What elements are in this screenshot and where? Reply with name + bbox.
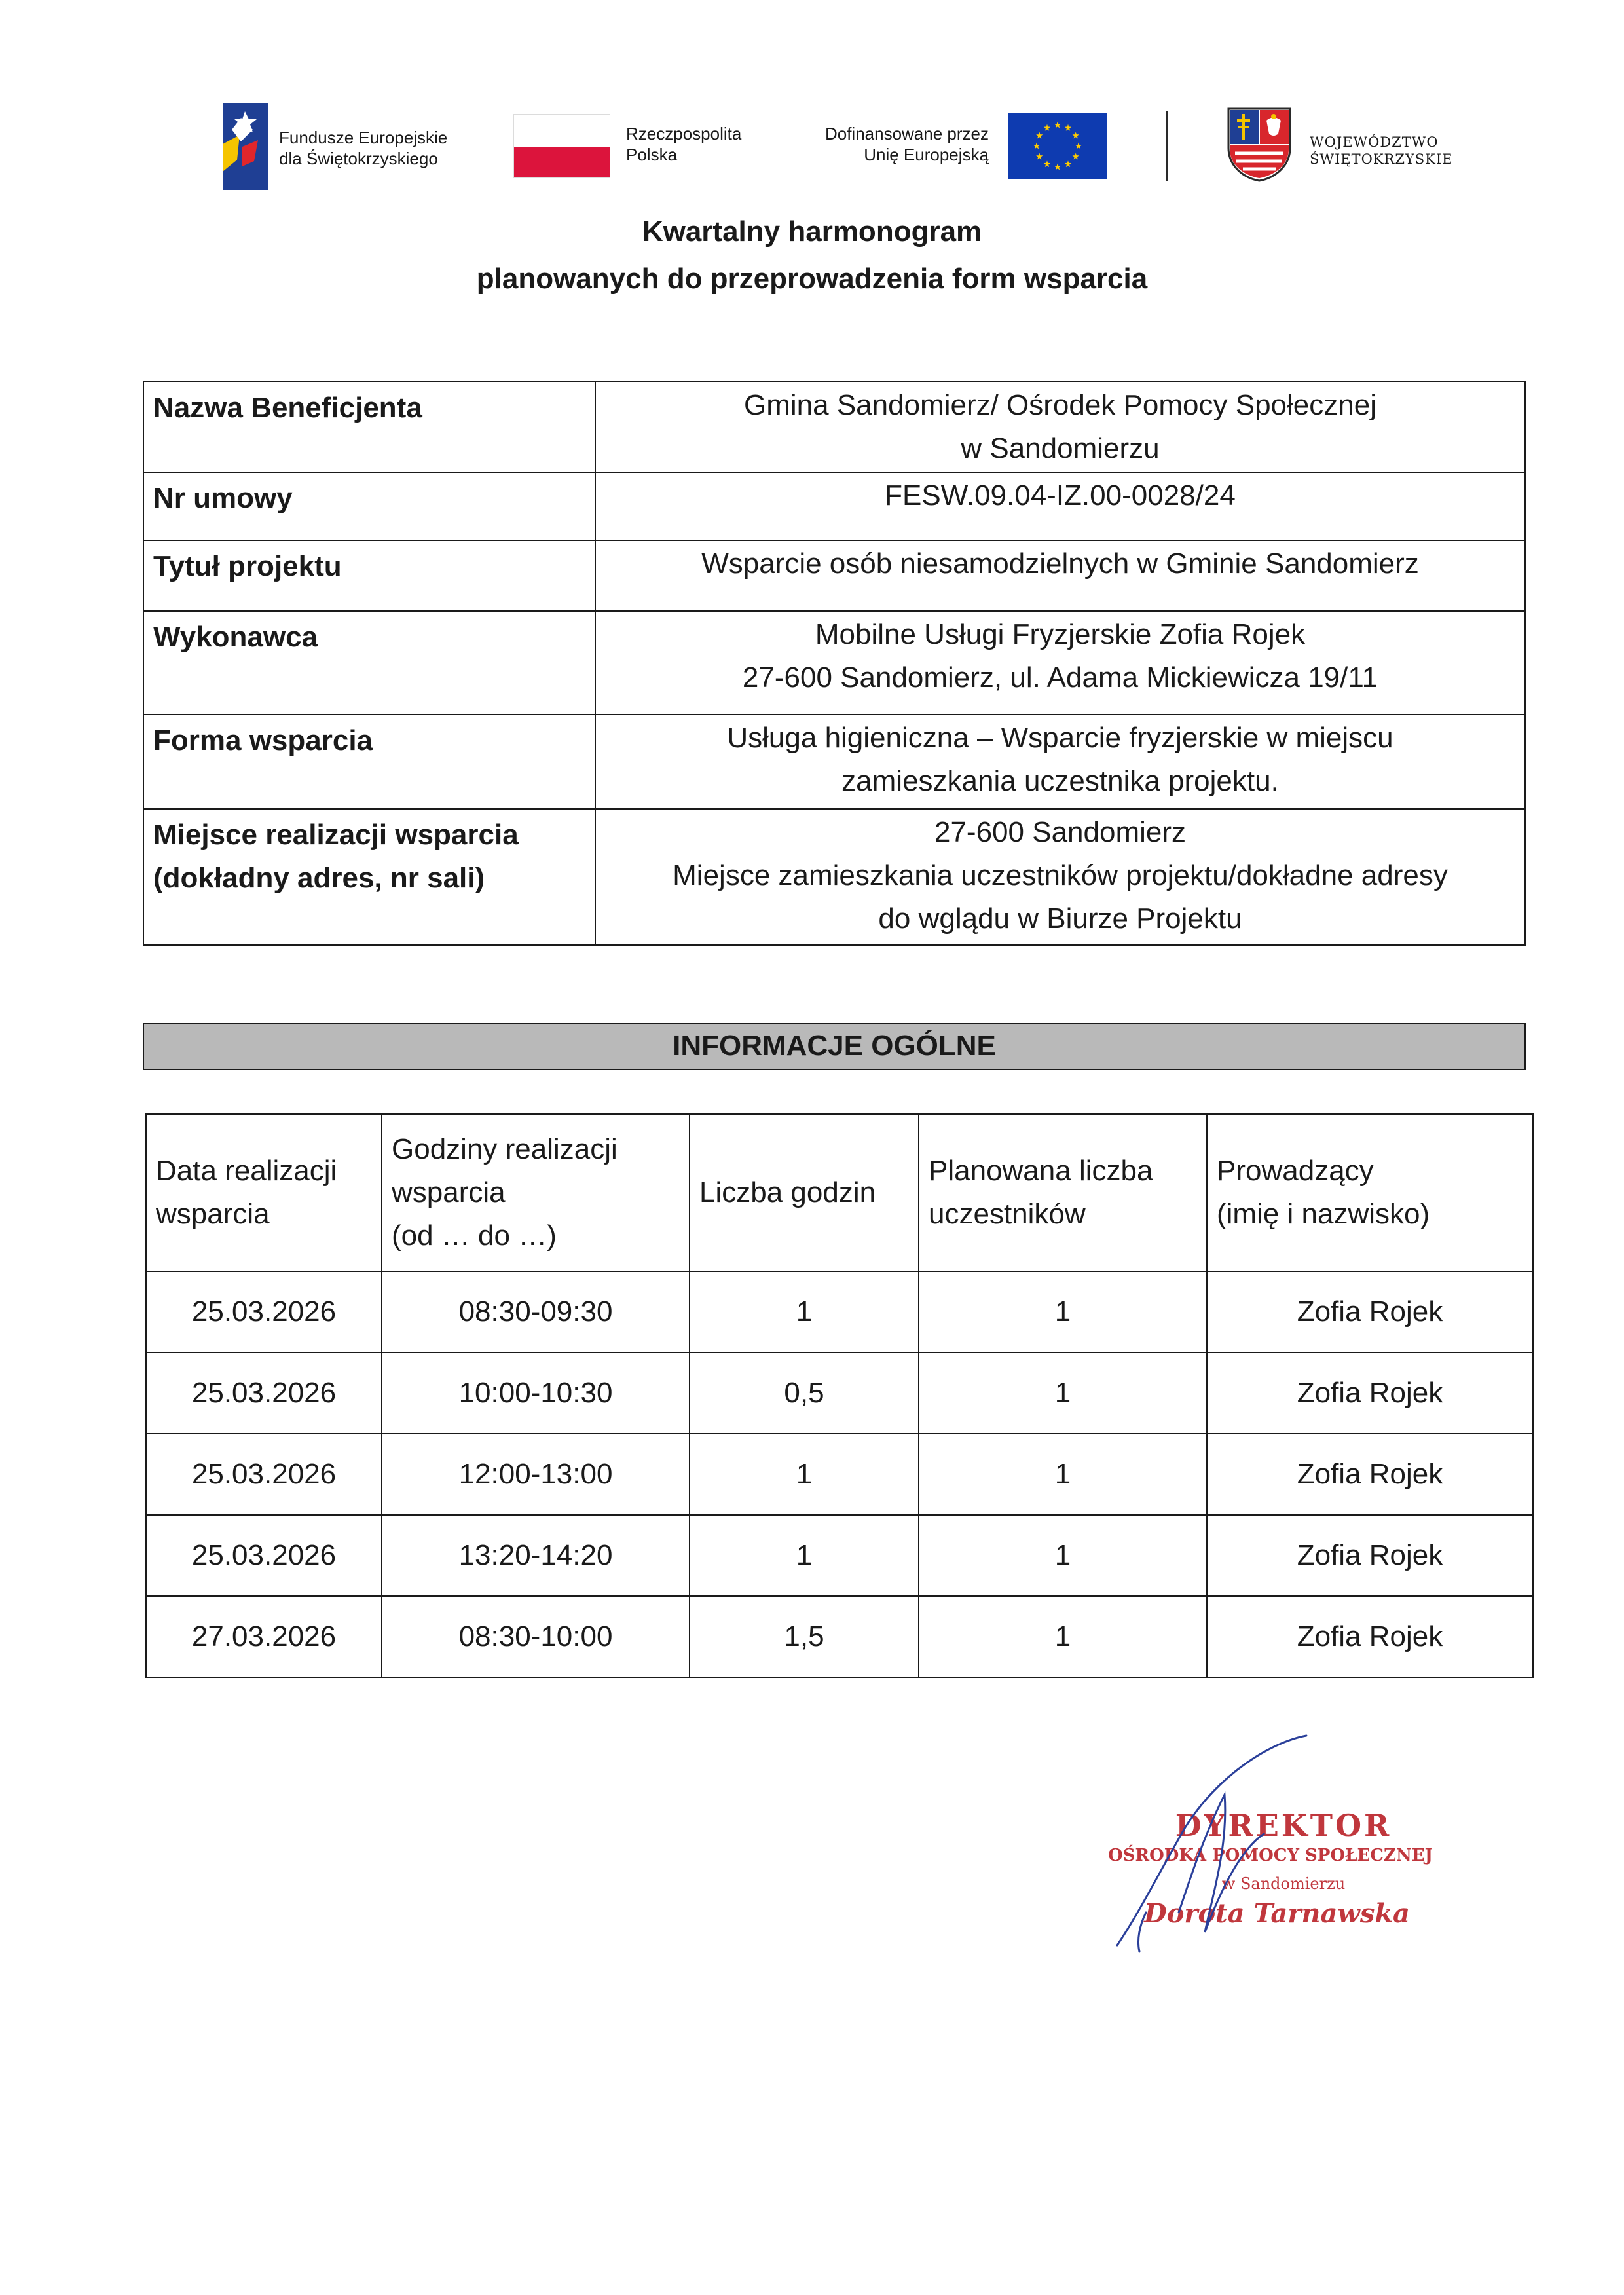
fundusze-europejskie-logo <box>223 103 492 190</box>
info-value: Wsparcie osób niesamodzielnych w Gminie Sandomierz <box>595 540 1525 611</box>
info-row-tytul <box>143 540 1525 611</box>
info-value-line: w Sandomierzu <box>961 432 1160 464</box>
unia-europejska-logo <box>799 113 1107 181</box>
info-row-miejsce <box>143 809 1525 945</box>
info-value <box>595 809 1525 945</box>
cell-godziny: 12:00-13:00 <box>382 1434 690 1515</box>
table-row <box>146 1353 1533 1434</box>
info-row-forma <box>143 715 1525 809</box>
column-header-line: wsparcia <box>392 1176 506 1208</box>
column-header-data <box>146 1114 382 1271</box>
cell-uczestnicy: 1 <box>919 1596 1207 1677</box>
cell-liczba-godzin: 1 <box>690 1434 919 1515</box>
info-value: FESW.09.04-IZ.00-0028/24 <box>595 472 1525 540</box>
column-header-line: Godziny realizacji <box>392 1133 618 1165</box>
info-label-line: (dokładny adres, nr sali) <box>153 862 485 894</box>
stamp-location: w Sandomierzu <box>1221 1875 1346 1893</box>
swietokrzyskie-crest-icon <box>1227 107 1291 182</box>
cell-liczba-godzin: 1 <box>690 1515 919 1596</box>
table-row <box>146 1515 1533 1596</box>
column-header-line: Liczba godzin <box>699 1176 876 1208</box>
info-value-line: Mobilne Usługi Fryzjerskie Zofia Rojek <box>815 618 1306 650</box>
fe-logo-text-line: Fundusze Europejskie <box>279 128 448 147</box>
cell-liczba-godzin: 0,5 <box>690 1353 919 1434</box>
cell-uczestnicy: 1 <box>919 1515 1207 1596</box>
document-title-line: Kwartalny harmonogram <box>642 215 982 248</box>
info-value <box>595 715 1525 809</box>
column-header-line: Data realizacji <box>156 1155 337 1187</box>
table-row <box>146 1596 1533 1677</box>
info-value-line: 27-600 Sandomierz <box>934 816 1186 848</box>
fe-logo-text-line: dla Świętokrzyskiego <box>279 149 438 168</box>
document-title <box>0 208 1624 303</box>
cell-prowadzacy: Zofia Rojek <box>1207 1353 1533 1434</box>
rzeczpospolita-logo <box>513 114 762 179</box>
column-header-line: uczestników <box>929 1198 1086 1230</box>
info-label: Tytuł projektu <box>143 540 595 611</box>
logo-divider <box>1166 111 1168 181</box>
column-header-line: wsparcia <box>156 1198 270 1230</box>
cell-godziny: 13:20-14:20 <box>382 1515 690 1596</box>
stamp-title: DYREKTOR <box>1175 1808 1392 1843</box>
info-row-beneficjent <box>143 382 1525 472</box>
cell-uczestnicy: 1 <box>919 1271 1207 1353</box>
fe-logo-text <box>279 127 447 169</box>
info-value <box>595 382 1525 472</box>
schedule-header-row <box>146 1114 1533 1271</box>
cell-data: 25.03.2026 <box>146 1353 382 1434</box>
info-label: Wykonawca <box>143 611 595 715</box>
cell-godziny: 08:30-10:00 <box>382 1596 690 1677</box>
rp-logo-text <box>626 123 741 165</box>
fe-logo-icon <box>223 103 268 190</box>
info-value-line: zamieszkania uczestnika projektu. <box>841 765 1279 797</box>
eu-flag-icon <box>1008 113 1107 179</box>
column-header-liczba-godzin <box>690 1114 919 1271</box>
column-header-uczestnicy <box>919 1114 1207 1271</box>
cell-data: 25.03.2026 <box>146 1434 382 1515</box>
cell-liczba-godzin: 1,5 <box>690 1596 919 1677</box>
logo-bar <box>0 98 1624 196</box>
info-value-line: 27-600 Sandomierz, ul. Adama Mickiewicza 19/11 <box>742 662 1378 694</box>
cell-data: 27.03.2026 <box>146 1596 382 1677</box>
info-row-umowa <box>143 472 1525 540</box>
cell-data: 25.03.2026 <box>146 1271 382 1353</box>
cell-uczestnicy: 1 <box>919 1434 1207 1515</box>
info-value-line: Gmina Sandomierz/ Ośrodek Pomocy Społecznej <box>744 389 1376 421</box>
table-row <box>146 1434 1533 1515</box>
column-header-godziny <box>382 1114 690 1271</box>
polish-flag-icon <box>513 114 610 178</box>
info-label: Nr umowy <box>143 472 595 540</box>
ue-logo-text-line: Unię Europejską <box>864 145 989 164</box>
rp-logo-text-line: Rzeczpospolita <box>626 124 742 143</box>
document-title-line: planowanych do przeprowadzenia form wsparcia <box>476 263 1148 295</box>
column-header-line: Planowana liczba <box>929 1155 1153 1187</box>
cell-godziny: 08:30-09:30 <box>382 1271 690 1353</box>
cell-prowadzacy: Zofia Rojek <box>1207 1434 1533 1515</box>
info-value <box>595 611 1525 715</box>
column-header-line: Prowadzący <box>1217 1155 1374 1187</box>
column-header-line: (imię i nazwisko) <box>1217 1198 1430 1230</box>
sw-logo-text-line: WOJEWÓDZTWO <box>1310 134 1439 150</box>
director-stamp <box>1074 1716 1441 1965</box>
column-header-line: (od … do …) <box>392 1220 557 1252</box>
info-label-line: Miejsce realizacji wsparcia <box>153 819 519 851</box>
wojewodztwo-swietokrzyskie-logo <box>1227 107 1453 186</box>
cell-liczba-godzin: 1 <box>690 1271 919 1353</box>
signature-icon <box>1074 1716 1441 1965</box>
cell-prowadzacy: Zofia Rojek <box>1207 1271 1533 1353</box>
info-label <box>143 809 595 945</box>
cell-prowadzacy: Zofia Rojek <box>1207 1596 1533 1677</box>
cell-data: 25.03.2026 <box>146 1515 382 1596</box>
cell-prowadzacy: Zofia Rojek <box>1207 1515 1533 1596</box>
cell-uczestnicy: 1 <box>919 1353 1207 1434</box>
info-row-wykonawca <box>143 611 1525 715</box>
info-value-line: do wglądu w Biurze Projektu <box>878 903 1242 935</box>
cell-godziny: 10:00-10:30 <box>382 1353 690 1434</box>
project-info-table <box>143 381 1526 946</box>
rp-logo-text-line: Polska <box>626 145 678 164</box>
sw-logo-text-line: ŚWIĘTOKRZYSKIE <box>1310 151 1453 167</box>
ue-logo-text-line: Dofinansowane przez <box>824 124 989 143</box>
info-value-line: Usługa higieniczna – Wsparcie fryzjerskie w miejscu <box>727 722 1393 754</box>
stamp-institution: OŚRODKA POMOCY SPOŁECZNEJ <box>1108 1846 1433 1865</box>
info-label: Nazwa Beneficjenta <box>143 382 595 472</box>
ue-logo-text <box>825 123 989 165</box>
info-label: Forma wsparcia <box>143 715 595 809</box>
section-header-informacje-ogolne: INFORMACJE OGÓLNE <box>143 1023 1526 1070</box>
sw-logo-text <box>1310 134 1452 168</box>
info-value-line: Miejsce zamieszkania uczestników projektu/dokładne adresy <box>673 859 1448 891</box>
column-header-prowadzacy <box>1207 1114 1533 1271</box>
stamp-name: Dorota Tarnawska <box>1144 1898 1410 1929</box>
schedule-table <box>145 1113 1534 1678</box>
table-row <box>146 1271 1533 1353</box>
